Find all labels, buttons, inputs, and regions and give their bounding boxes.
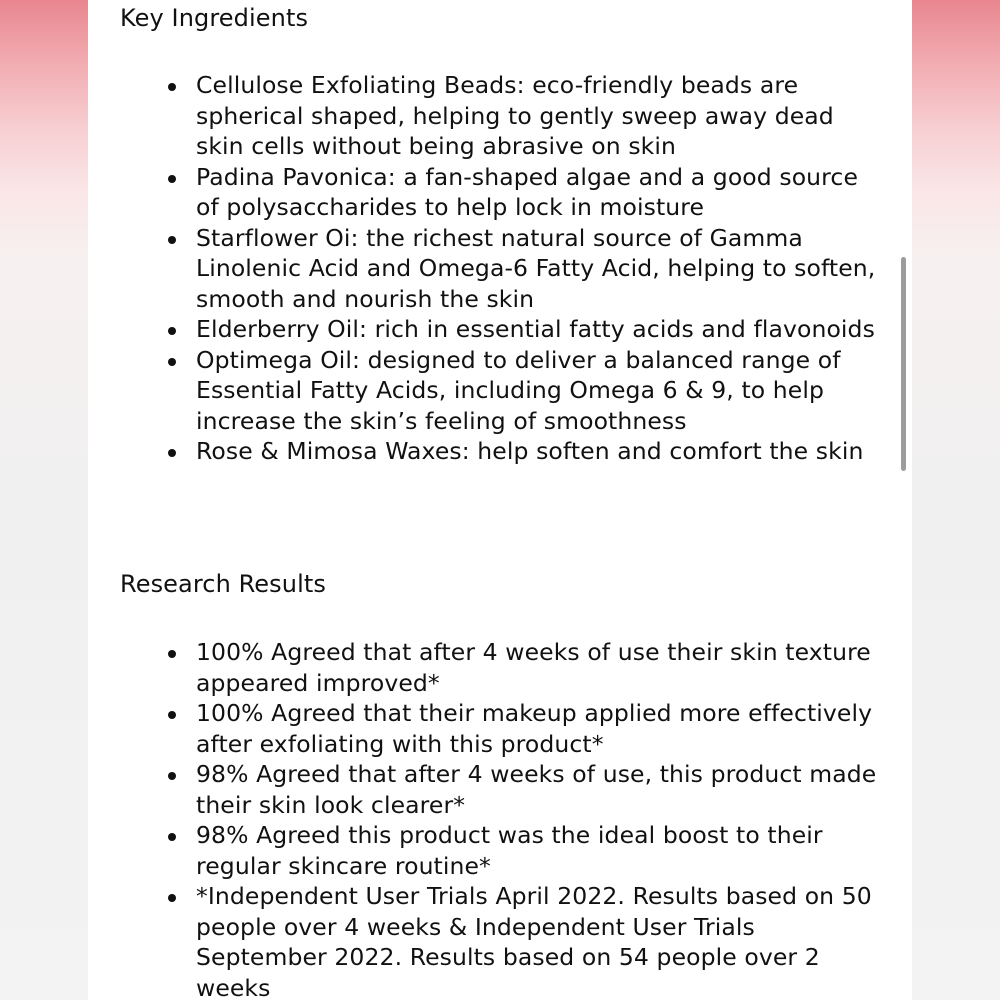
research-results-heading: Research Results — [120, 570, 326, 598]
bullet-icon — [168, 711, 176, 719]
result-text: 100% Agreed that after 4 weeks of use their skin texture appeared improved* — [196, 638, 871, 697]
bullet-icon — [168, 650, 176, 658]
list-item — [120, 223, 880, 315]
key-ingredients-list — [120, 70, 880, 467]
result-text: *Independent User Trials April 2022. Results based on 50 people over 4 weeks & Independent User Trials September 2022. Results based on 54 people over 2 weeks — [196, 882, 872, 1000]
bullet-icon — [168, 327, 176, 335]
bullet-icon — [168, 236, 176, 244]
bullet-icon — [168, 894, 176, 902]
bullet-icon — [168, 358, 176, 366]
bullet-icon — [168, 175, 176, 183]
list-item — [120, 759, 880, 820]
left-background-margin — [0, 0, 88, 1000]
key-ingredients-heading: Key Ingredients — [120, 4, 309, 32]
vertical-scrollbar-thumb[interactable] — [901, 257, 906, 471]
description-panel[interactable] — [88, 0, 912, 1000]
bullet-icon — [168, 449, 176, 457]
result-text: 98% Agreed that after 4 weeks of use, this product made their skin look clearer* — [196, 760, 877, 819]
ingredient-text: Padina Pavonica: a fan-shaped algae and a good source of polysaccharides to help lock in moisture — [196, 162, 859, 221]
list-item — [120, 637, 880, 698]
bullet-icon — [168, 772, 176, 780]
research-results-list — [120, 637, 880, 1000]
bullet-icon — [168, 833, 176, 841]
ingredient-text: Rose & Mimosa Waxes: help soften and comfort the skin — [196, 437, 864, 465]
list-item — [120, 698, 880, 759]
bullet-icon — [168, 83, 176, 91]
ingredient-text: Cellulose Exfoliating Beads: eco-friendly beads are spherical shaped, helping to gently sweep away dead skin cells without being abrasive on skin — [196, 71, 834, 160]
list-item — [120, 820, 880, 881]
list-item — [120, 314, 880, 345]
ingredient-text: Elderberry Oil: rich in essential fatty acids and flavonoids — [196, 315, 875, 343]
list-item — [120, 345, 880, 437]
list-item — [120, 70, 880, 162]
list-item — [120, 436, 880, 467]
result-text: 98% Agreed this product was the ideal boost to their regular skincare routine* — [196, 821, 823, 880]
right-background-margin — [912, 0, 1000, 1000]
result-text: 100% Agreed that their makeup applied more effectively after exfoliating with this product* — [196, 699, 873, 758]
list-item — [120, 162, 880, 223]
ingredient-text: Starflower Oi: the richest natural source of Gamma Linolenic Acid and Omega-6 Fatty Acid, helping to soften, smooth and nourish the skin — [196, 223, 876, 313]
ingredient-text: Optimega Oil: designed to deliver a balanced range of Essential Fatty Acids, including Omega 6 & 9, to help increase the skin’s feeling of smoothness — [196, 345, 841, 435]
list-item — [120, 881, 880, 1000]
